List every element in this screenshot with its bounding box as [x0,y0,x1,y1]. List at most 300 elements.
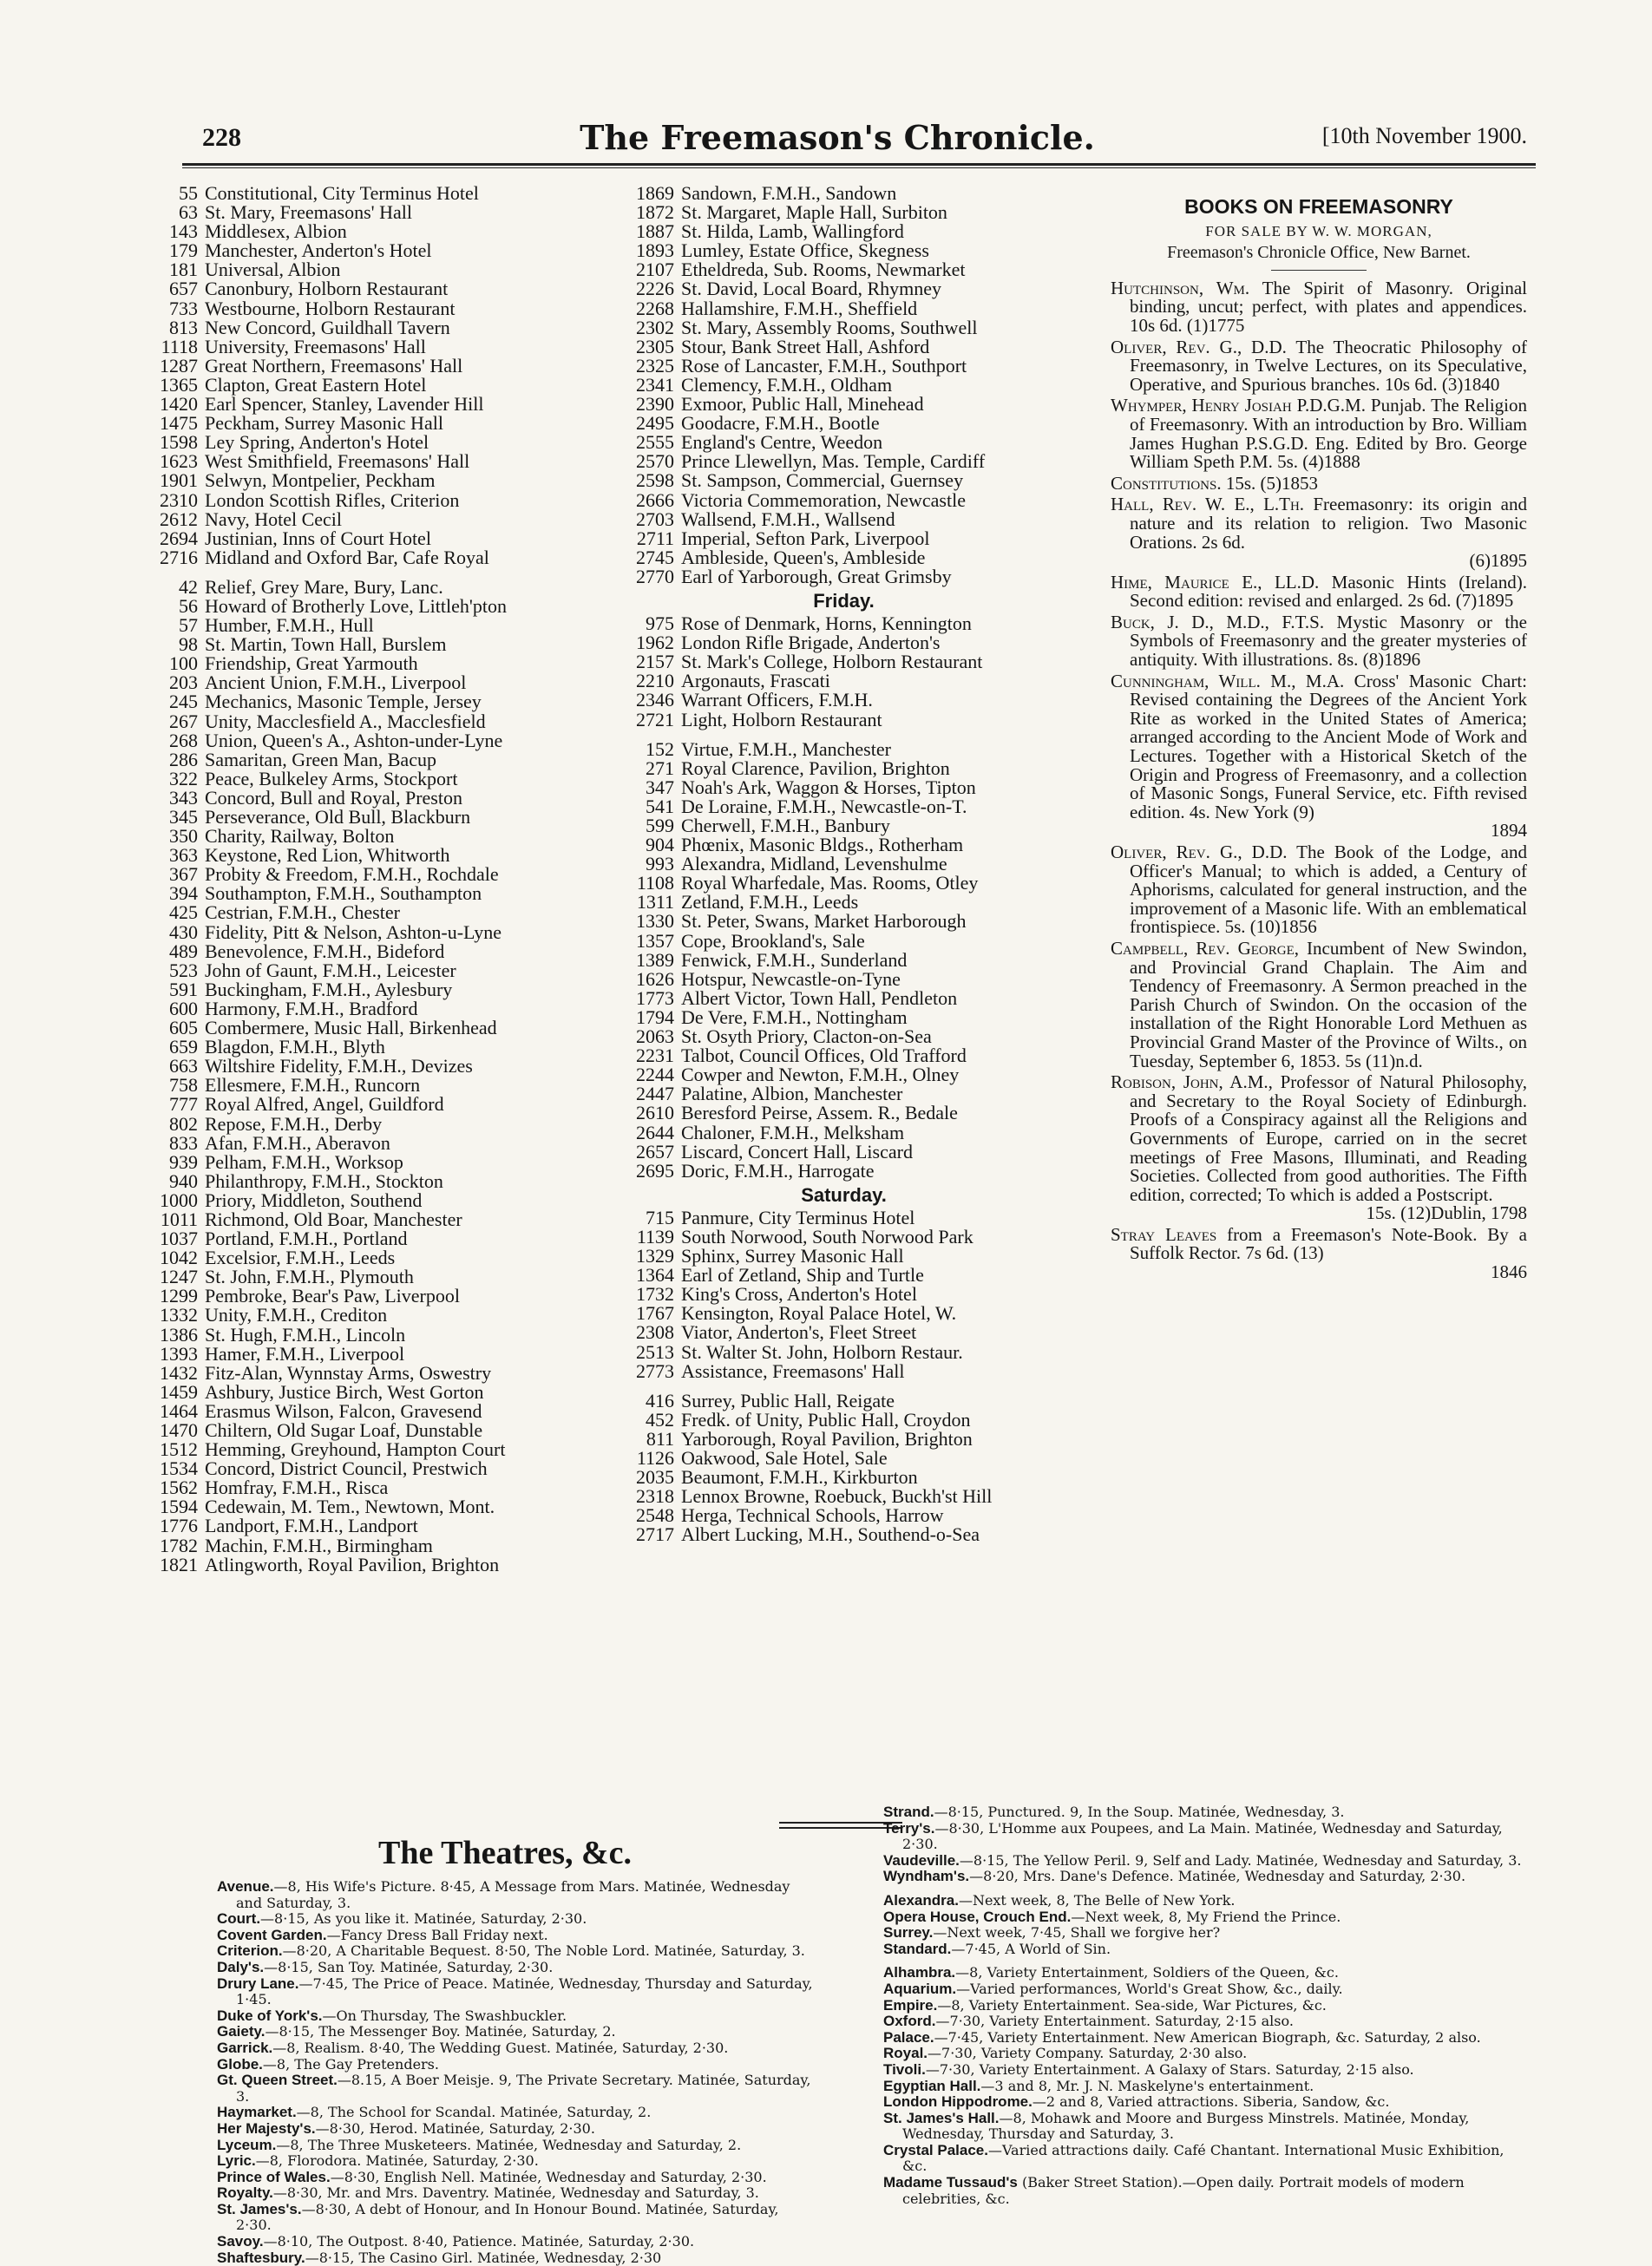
books-advert [1111,195,1528,1285]
theatre-name: Royal. [883,2045,928,2062]
theatre-details: —7·30, Variety Company. Saturday, 2·30 also. [928,2045,1248,2062]
theatre-entry [883,1942,1527,1958]
lodge-name: University, Freemasons' Hall [205,335,426,357]
lodge-row [612,1159,1076,1182]
lodge-row [148,654,599,673]
book-entry [1111,338,1527,395]
lodge-name: Machin, F.M.H., Birmingham [205,1534,433,1556]
books-title: BOOKS ON FREEMASONRY [1184,195,1453,218]
lodge-row [148,260,599,279]
lodge-row [612,318,1076,337]
lodge-name: Liscard, Concert Hall, Liscard [681,1140,913,1162]
lodge-name: St. Martin, Town Hall, Burslem [205,633,447,656]
theatre-entry [217,2008,816,2025]
book-description: Masonic Hints (Ireland). Second edition: revised and enlarged. 2s 6d. (7)1895 [1130,571,1527,612]
lodge-number: 599 [646,815,674,836]
lodge-number: 1311 [636,891,674,914]
lodge-name: Prince Llewellyn, Mas. Temple, Cardiff [681,450,986,473]
lodge-row [612,184,1076,203]
theatre-name: Oxford. [883,2013,936,2030]
lodge-number: 939 [169,1150,198,1173]
lodge-number: 605 [169,1017,198,1039]
lodge-row [612,1065,1076,1084]
lodge-name: Wiltshire Fidelity, F.M.H., Devizes [205,1055,473,1077]
lodge-number: 2341 [636,373,674,396]
lodge-number: 1767 [636,1302,674,1325]
lodge-number: 541 [646,795,674,817]
lodge-row [148,529,599,548]
lodge-number: 245 [169,691,198,713]
lodge-number: 2711 [636,527,674,549]
theatre-name: Court. [217,1910,261,1928]
lodge-number: 1623 [160,450,198,473]
lodge-number: 1782 [160,1534,198,1556]
lodge-group [612,1389,1076,1546]
lodge-row [612,1323,1076,1342]
theatre-name: Empire. [883,1996,938,2014]
theatre-name: Savoy. [217,2233,264,2250]
lodge-row [148,452,599,471]
theatre-group [883,1804,1527,1885]
lodge-name: Ambleside, Queen's, Ambleside [681,546,926,568]
lodge-row [148,961,599,980]
lodge-name: Hamer, F.M.H., Liverpool [205,1342,405,1365]
theatre-entry [217,2105,816,2121]
lodge-number: 904 [646,834,674,856]
lodge-name: Southampton, F.M.H., Southampton [205,882,482,905]
theatre-entry [883,1853,1527,1870]
lodge-number: 940 [169,1169,198,1192]
lodge-name: St. Sampson, Commercial, Guernsey [681,469,964,492]
lodge-row [148,318,599,337]
lodge-row [612,1525,1076,1544]
theatre-details: —8, Variety Entertainment, Soldiers of the Queen, &c. [955,1964,1339,1981]
lodge-number: 489 [169,940,198,962]
theatre-entry [883,2079,1527,2095]
lodge-number: 2773 [636,1359,674,1382]
lodge-row [612,354,1076,377]
lodge-name: Earl Spencer, Stanley, Lavender Hill [205,393,484,416]
book-entry [1111,613,1527,670]
lodge-number: 2644 [636,1121,674,1143]
lodge-name: Keystone, Red Lion, Whitworth [205,844,450,867]
lodge-number: 2570 [636,450,674,473]
theatre-name: Gaiety. [217,2023,266,2040]
lodge-number: 1475 [160,412,198,435]
lodge-name: Selwyn, Montpelier, Peckham [205,469,436,492]
lodge-number: 267 [169,710,198,732]
lodge-number: 350 [169,825,198,848]
lodge-number: 2745 [636,546,674,568]
saturday-heading: Saturday. [801,1183,887,1206]
lodge-number: 657 [169,278,198,300]
book-entry [1111,573,1527,611]
lodge-number: 2268 [636,297,674,319]
lodge-name: Blagdon, F.M.H., Blyth [205,1036,385,1058]
lodge-number: 813 [169,316,198,338]
lodge-name: Cestrian, F.M.H., Chester [205,901,400,924]
theatre-name: Standard. [883,1940,952,1957]
lodge-name: Clemency, F.M.H., Oldham [681,373,893,396]
lodge-row [612,855,1076,874]
lodge-row [612,929,1076,952]
lodge-number: 2657 [636,1140,674,1162]
lodge-number: 802 [169,1112,198,1135]
lodge-number: 659 [169,1036,198,1058]
theatre-details: —8·15, The Yellow Peril. 9, Self and Lady. Matinée, Wednesday and Saturday, 3. [959,1851,1522,1869]
lodge-name: Hemming, Greyhound, Hampton Court [205,1438,506,1461]
lodge-name: Lumley, Estate Office, Skegness [681,239,929,262]
lodge-name: Ellesmere, F.M.H., Runcorn [205,1074,421,1097]
lodge-row [612,614,1076,633]
lodge-name: Stour, Bank Street Hall, Ashford [681,335,930,357]
theatre-details: —8·10, The Outpost. 8·40, Patience. Matinée, Saturday, 2·30. [263,2233,695,2250]
lodge-name: Midland and Oxford Bar, Cafe Royal [205,546,489,568]
lodge-number: 2555 [636,431,674,454]
lodge-number: 1534 [160,1457,198,1480]
lodge-name: West Smithfield, Freemasons' Hall [205,450,470,473]
theatre-name: Daly's. [217,1958,265,1975]
lodge-name: Samaritan, Green Man, Bacup [205,748,436,770]
lodge-row [612,756,1076,779]
lodge-name: Exmoor, Public Hall, Minehead [681,393,924,416]
lodge-name: Cowper and Newton, F.M.H., Olney [681,1064,960,1086]
lodge-row [148,184,599,203]
lodge-row [148,616,599,635]
lodge-number: 2107 [636,259,674,281]
theatre-details: —On Thursday, The Swashbuckler. [322,2007,567,2024]
header-rule [182,163,1536,166]
lodge-name: Fidelity, Pitt & Nelson, Ashton-u-Lyne [205,920,502,943]
lodge-name: Pelham, F.M.H., Worksop [205,1150,403,1173]
lodge-name: Zetland, F.M.H., Leeds [681,891,859,914]
lodge-row [612,260,1076,279]
theatre-details: —8·15, Punctured. 9, In the Soup. Matinée, Wednesday, 3. [934,1804,1345,1820]
lodge-number: 1626 [636,967,674,990]
lodge-row [612,241,1076,260]
lodge-row [148,1287,599,1306]
book-author: Oliver, Rev. G., D.D. [1111,336,1287,357]
lodge-number: 1287 [160,354,198,377]
lodge-row [612,1123,1076,1143]
lodge-name: Benevolence, F.M.H., Bideford [205,940,445,962]
book-description: Freemasonry: its origin and nature and its relation to religion. Two Masonic Orations. 2s 6d. [1130,494,1528,553]
lodge-number: 2770 [636,565,674,587]
lodge-row [148,203,599,222]
books-office: Freemason's Chronicle Office, New Barnet. [1167,243,1471,263]
lodge-name: New Concord, Guildhall Tavern [205,316,450,338]
lodge-number: 1118 [161,335,198,357]
lodge-number: 1139 [636,1225,674,1248]
lodge-row [148,1306,599,1325]
theatre-details: —Next week, 8, My Friend the Prince. [1071,1908,1341,1925]
lodge-number: 993 [646,853,674,875]
book-entry [1111,1223,1527,1283]
lodge-row [612,671,1076,691]
lodge-number: 2390 [636,393,674,416]
theatre-entry [217,2073,816,2105]
lodge-name: Light, Holborn Restaurant [681,708,882,730]
book-description: The Book of the Lodge, and Officer's Manual; to which is added, a Century of Aphorisms, calculated for general instruction, and the improvement of a Masonic life. With an emblematical frontispiece. 5s. (10)1856 [1130,842,1527,938]
book-description: Cross' Masonic Chart: Revised containing the Degrees of the Ancient York Rite as worked in the United States of America; arranged according to the Ancient Mode of Work and Lectures. Together with a Historical Sketch of the Origin and Progress of Freemasonry, and a collection of Masonic Songs, Funeral Service, etc. Fifth revised edition. 4s. New York (9) [1130,670,1527,822]
lodge-name: Surrey, Public Hall, Reigate [681,1389,895,1411]
lodge-name: St. Mary, Assembly Rooms, Southwell [681,316,978,338]
theatre-details: —2 and 8, Varied attractions. Siberia, Sandow, &c. [1032,2093,1390,2111]
lodge-name: Hallamshire, F.M.H., Sheffield [681,297,918,319]
lodge-row [612,633,1076,652]
lodge-number: 2035 [636,1466,674,1489]
lodge-row [148,488,599,511]
book-description: Professor of Natural Philosophy, and Secretary to the Royal Society of Edinburgh. Proofs of a Conspiracy against all the Religions and Governments of Europe, carried on in the secret meetings of Free Masons, Illuminati, and Reading Societies. Collected from good authorities. The Fifth edition, corrected; To which is added a Postscript. [1130,1071,1527,1205]
theatre-name: Aquarium. [883,1980,957,1997]
lodge-name: Westbourne, Holborn Restaurant [205,297,456,319]
lodge-row [612,1449,1076,1468]
lodge-row [148,1131,599,1154]
theatre-details: —8·15, San Toy. Matinée, Saturday, 2·30. [264,1958,554,1975]
lodge-number: 2210 [636,670,674,692]
lodge-name: Fredk. of Unity, Public Hall, Croydon [681,1408,971,1431]
lodge-number: 1011 [160,1208,198,1230]
theatre-details: —8, Florodora. Matinée, Saturday, 2·30. [255,2152,539,2170]
lodge-number: 600 [169,997,198,1019]
books-subtitle: FOR SALE BY W. W. MORGAN, [1205,222,1432,239]
lodge-row [612,912,1076,931]
lodge-number: 1247 [160,1266,198,1288]
theatre-entry [883,2175,1527,2207]
lodge-number: 2703 [636,508,674,530]
publication-title: The Freemason's Chronicle. [580,118,1095,157]
lodge-name: Erasmus Wilson, Falcon, Gravesend [205,1399,482,1422]
lodge-row [148,1112,599,1135]
lodge-number: 715 [646,1206,674,1228]
lodge-number: 2305 [636,335,674,357]
lodge-name: Imperial, Sefton Park, Liverpool [681,527,930,549]
lodge-name: Pembroke, Bear's Paw, Liverpool [205,1285,460,1307]
lodge-row [612,337,1076,357]
lodge-number: 1470 [160,1419,198,1441]
theatre-details: —8, The Three Musketeers. Matinée, Wednesday and Saturday, 2. [276,2136,742,2153]
lodge-number: 1108 [636,872,674,894]
theatre-entry [217,2121,816,2138]
lodge-number: 2666 [636,488,674,511]
lodge-row [612,1468,1076,1487]
lodge-row [148,299,599,318]
lodge-row [612,1247,1076,1266]
lodge-number: 1357 [636,929,674,952]
theatre-entry [883,1998,1527,2014]
lodge-number: 733 [169,297,198,319]
lodge-row [148,846,599,865]
lodge-name: Albert Victor, Town Hall, Pendleton [681,986,958,1009]
lodge-number: 2513 [636,1340,674,1363]
lodge-name: Wallsend, F.M.H., Wallsend [681,508,895,530]
lodge-row [148,1516,599,1536]
book-entry [1111,396,1527,471]
theatre-name: Garrick. [217,2039,273,2056]
lodge-row [148,1421,599,1440]
lodge-name: Buckingham, F.M.H., Aylesbury [205,978,453,1000]
book-tail: 1846 [1491,1261,1527,1283]
lodge-number: 347 [646,776,674,798]
lodge-row [148,1459,599,1478]
lodge-number: 181 [169,259,198,281]
books-divider [1271,270,1367,271]
theatre-entry [883,2046,1527,2062]
lodge-number: 2231 [636,1045,674,1067]
lodge-row [612,1408,1076,1431]
lodge-number: 591 [169,978,198,1000]
lodge-name: Etheldreda, Sub. Rooms, Newmarket [681,259,966,281]
lodge-number: 1432 [160,1361,198,1384]
lodge-row [148,279,599,298]
lodge-number: 143 [169,220,198,243]
book-author: Cunningham, Will. M., M.A. [1111,670,1345,691]
lodge-name: Talbot, Council Offices, Old Trafford [681,1045,967,1067]
theatre-name: Drury Lane. [217,1975,299,1992]
theatre-details: —Varied attractions daily. Café Chantant. International Music Exhibition, &c. [902,2141,1504,2175]
lodge-group [148,575,599,1575]
lodge-name: Royal Wharfedale, Mas. Rooms, Otley [681,872,979,894]
lodge-row [612,452,1076,471]
theatre-entry [217,2170,816,2186]
theatre-entry [217,2138,816,2154]
lodge-row [148,433,599,452]
lodge-name: Herga, Technical Schools, Harrow [681,1504,944,1527]
lodge-number: 345 [169,806,198,828]
theatre-entry [883,1981,1527,1998]
lodge-row [148,510,599,529]
lodge-name: Rose of Lancaster, F.M.H., Southport [681,354,967,377]
theatre-entry [883,1965,1527,1981]
theatre-details: —8·30, L'Homme aux Poupees, and La Main. Matinée, Wednesday and Saturday, 2·30. [902,1819,1503,1853]
lodge-name: Middlesex, Albion [205,220,347,243]
lodge-name: Rose of Denmark, Horns, Kennington [681,612,972,635]
theatre-details: —8·30, Mr. and Mrs. Daventry. Matinée, Wednesday and Saturday, 3. [272,2184,759,2202]
lodge-number: 2548 [636,1504,674,1527]
lodge-name: Howard of Brotherly Love, Littleh'pton [205,594,507,617]
lodge-row [612,1140,1076,1162]
lodge-name: Beresford Peirse, Assem. R., Bedale [681,1102,958,1124]
book-entry [1111,279,1527,336]
lodge-name: Oakwood, Sale Hotel, Sale [681,1447,888,1469]
theatre-name: Lyric. [217,2152,256,2170]
lodge-name: Clapton, Great Eastern Hotel [205,373,427,396]
book-author: Whymper, Henry Josiah P.D.G.M. [1111,395,1366,416]
lodge-number: 975 [646,612,674,635]
theatre-name: Palace. [883,2028,934,2046]
theatre-entry [217,1928,816,1944]
lodge-number: 1464 [160,1399,198,1422]
lodge-row [612,1027,1076,1046]
theatre-name: Crystal Palace. [883,2141,988,2158]
lodge-name: Victoria Commemoration, Newcastle [681,488,966,511]
lodge-name: Ashbury, Justice Birch, West Gorton [205,1380,484,1403]
lodge-name: Harmony, F.M.H., Bradford [205,997,418,1019]
lodge-number: 1459 [160,1380,198,1403]
lodge-row [148,1380,599,1403]
header-rule-thin [182,167,1536,168]
lodge-row [612,691,1076,710]
theatre-listings-left [217,1879,816,2266]
theatre-name: Tivoli. [883,2060,926,2078]
lodge-row [148,1323,599,1346]
lodge-row [148,1536,599,1555]
theatre-details: —8, The Gay Pretenders. [262,2055,439,2073]
theatre-details: —7·45, The Price of Peace. Matinée, Wednesday, Thursday and Saturday, 1·45. [236,1975,813,2008]
lodge-row [148,865,599,884]
lodge-name: London Rifle Brigade, Anderton's [681,632,941,654]
lodge-name: Peckham, Surrey Masonic Hall [205,412,443,435]
lodge-name: St. Hugh, F.M.H., Lincoln [205,1323,406,1346]
lodge-number: 1872 [636,201,674,224]
lodge-number: 56 [179,594,198,617]
lodge-number: 2716 [160,546,198,568]
lodge-row [148,750,599,770]
lodge-number: 2612 [160,508,198,530]
lodge-number: 777 [169,1093,198,1116]
lodge-row [148,1248,599,1267]
lodge-name: Royal Clarence, Pavilion, Brighton [681,756,950,779]
theatre-group [883,1965,1527,2207]
lodge-name: St. David, Local Board, Rhymney [681,278,942,300]
theatre-details: —3 and 8, Mr. J. N. Maskelyne's entertainment. [980,2077,1314,2094]
lodge-name: Palatine, Albion, Manchester [681,1083,903,1105]
lodge-number: 1126 [636,1447,674,1469]
theatre-name: St. James's Hall. [883,2109,1000,2126]
lodge-row [612,1427,1076,1450]
theatre-name: Alhambra. [883,1964,956,1981]
theatres-title: The Theatres, &c. [378,1835,633,1871]
lodge-row [148,1497,599,1516]
theatre-entry [217,2057,816,2073]
lodge-name: Portland, F.M.H., Portland [205,1228,408,1250]
lodge-row [148,337,599,357]
lodge-name: Humber, F.M.H., Hull [205,614,374,637]
lodge-list-column-2 [612,184,1076,1544]
page-number: 228 [202,123,241,152]
lodge-name: Concord, Bull and Royal, Preston [205,786,462,809]
lodge-name: Philanthropy, F.M.H., Stockton [205,1169,443,1192]
lodge-number: 322 [169,767,198,789]
lodge-row [612,1304,1076,1323]
theatre-entry [883,1869,1527,1885]
theatre-entry [217,1911,816,1928]
lodge-name: Justinian, Inns of Court Hotel [205,527,431,549]
lodge-name: Landport, F.M.H., Landport [205,1515,418,1537]
lodge-name: Earl of Zetland, Ship and Turtle [681,1264,924,1287]
theatre-name: Opera House, Crouch End. [883,1908,1072,1925]
lodge-number: 2325 [636,354,674,377]
lodge-number: 1869 [636,182,674,204]
lodge-row [148,767,599,789]
lodge-number: 1901 [160,469,198,492]
lodge-name: Repose, F.M.H., Derby [205,1112,383,1135]
lodge-row [148,1018,599,1038]
lodge-number: 425 [169,901,198,924]
lodge-row [612,967,1076,990]
lodge-name: Panmure, City Terminus Hotel [681,1206,915,1228]
lodge-row [148,903,599,922]
theatre-details: —8·20, Mrs. Dane's Defence. Matinée, Wednesday and Saturday, 2·30. [969,1868,1466,1885]
lodge-name: Goodacre, F.M.H., Bootle [681,412,880,435]
lodge-name: England's Centre, Weedon [681,431,883,454]
lodge-row [612,299,1076,318]
theatre-name: Alexandra. [883,1891,959,1909]
theatre-details: —7·45, Variety Entertainment. New American Biograph, &c. Saturday, 2 also. [934,2028,1481,2046]
lodge-name: Chiltern, Old Sugar Loaf, Dunstable [205,1419,483,1441]
theatre-details: —8·30, Herod. Matinée, Saturday, 2·30. [315,2119,595,2137]
lodge-number: 1794 [636,1005,674,1028]
